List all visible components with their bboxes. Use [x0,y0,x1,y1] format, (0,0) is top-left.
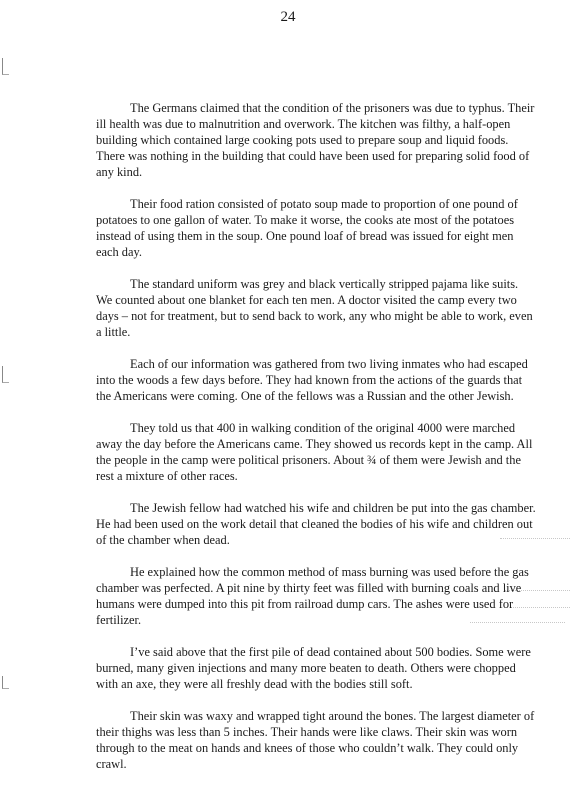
paragraph-uniform: The standard uniform was grey and black vertically stripped pajama like suits. We counted about one blanket for each ten men. A doctor visited the camp every two days – not for treatment, but to send back to work, any who might be able to work, even a little. [96,277,533,339]
paragraph-information-source: Each of our information was gathered from two living inmates who had escaped into the woods a few days before. They had known from the actions of the guards that the Americans were coming. One of the fellows was a Russian and the other Jewish. [96,357,528,403]
paragraph-typhus-claim: The Germans claimed that the condition of the prisoners was due to typhus. Their ill health was due to malnutrition and overwork. The kitchen was filthy, a half-open building which contained large cooking pots used to prepare soup and liquid foods. There was nothing in the building that could have been used for preparing solid food of any kind. [96,101,535,179]
paragraph-jewish-fellow: The Jewish fellow had watched his wife and children be put into the gas chamber. He had been used on the work detail that cleaned the bodies of his wife and children out of the chamber when dead. [96,501,536,547]
paragraph-food-ration: Their food ration consisted of potato soup made to proportion of one pound of potatoes to one gallon of water. To make it worse, the cooks ate most of the potatoes instead of using them in the soup. One pound loaf of bread was issued for eight men each day. [96,197,518,259]
paragraph-pile-of-dead: I’ve said above that the first pile of dead contained about 500 bodies. Some were burned, many given injections and many more beaten to death. Others were chopped with an axe, they were all freshly dead with the bodies still soft. [96,645,531,691]
margin-binding-mark [2,58,9,75]
margin-binding-mark [2,676,9,689]
paragraph-mass-burning: He explained how the common method of mass burning was used before the gas chamber was perfected. A pit nine by thirty feet was filled with burning coals and live humans were dumped into this pit from railroad dump cars. The ashes were used for fertilizer. [96,565,529,627]
page-number: 24 [280,9,296,25]
margin-binding-mark [2,366,9,383]
paragraph-skin-condition: Their skin was waxy and wrapped tight around the bones. The largest diameter of their thighs was less than 5 inches. Their hands were like claws. Their skin was worn through to the meat on hands and knees of those who couldn’t walk. They could only crawl. [96,709,535,771]
document-body [96,100,536,788]
paragraph-prisoner-count: They told us that 400 in walking condition of the original 4000 were marched away the day before the Americans came. They showed us records kept in the camp. All the people in the camp were political prisoners. About ¾ of them were Jewish and the rest a mixture of other races. [96,421,533,483]
